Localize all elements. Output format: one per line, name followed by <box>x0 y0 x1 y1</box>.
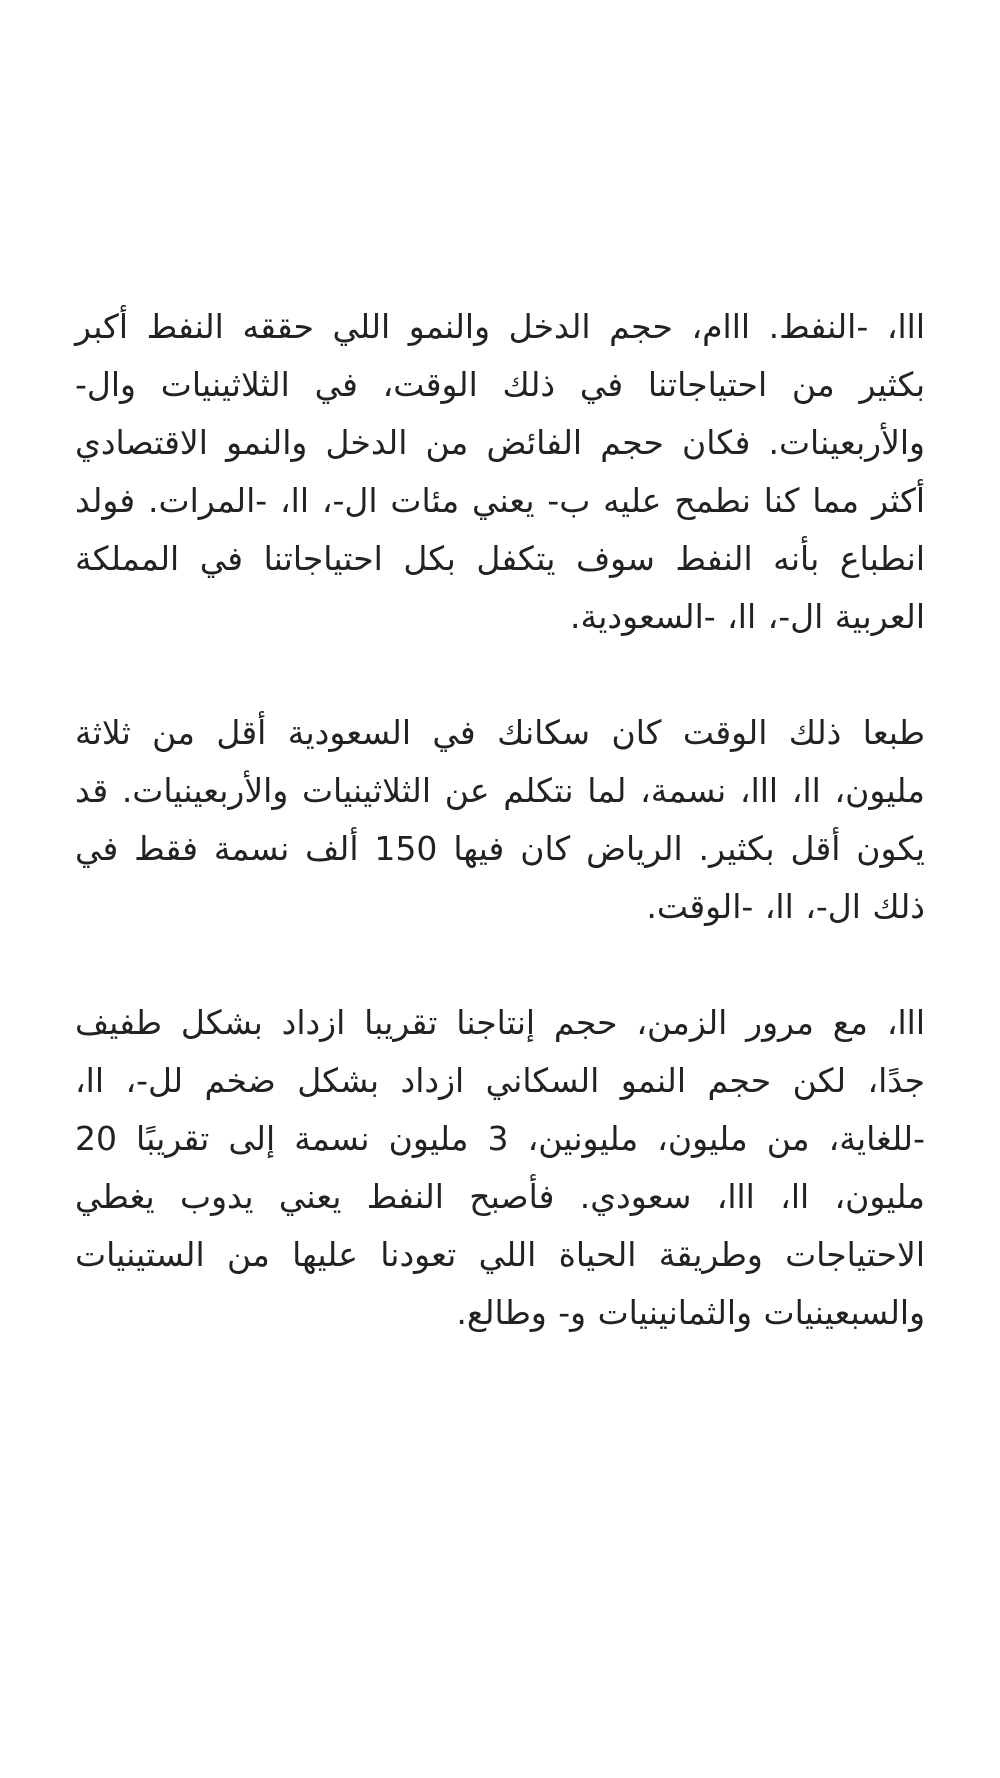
transcript-document <box>75 298 925 1400</box>
paragraph-population: طبعا ذلك الوقت كان سكانك في السعودية أقل من ثلاثة مليون، اا، ااا، نسمة، لما نتكلم عن الثلاثينيات والأربعينيات. قد يكون أقل بكثير. الرياض كان فيها 150 ألف نسمة فقط في ذلك ال-، اا، -الوقت. <box>75 713 925 926</box>
paragraph-production-growth: ااا، مع مرور الزمن، حجم إنتاجنا تقريبا ازداد بشكل طفيف جدًا، لكن حجم النمو السكاني ازداد بشكل ضخم لل-، اا، -للغاية، من مليون، مليونين، 3 مليون نسمة إلى تقريبًا 20 مليون، اا، ااا، سعودي. فأصبح النفط يعني يدوب يغطي الاحتياجات وطريقة الحياة اللي تعودنا عليها من الستينيات والسبعينيات والثمانينيات و- وطالع. <box>75 1003 925 1332</box>
paragraph-oil-income: ااا، -النفط. ااام، حجم الدخل والنمو اللي حققه النفط أكبر بكثير من احتياجاتنا في ذلك الوقت، في الثلاثينيات وال- والأربعينات. فكان حجم الفائض من الدخل والنمو الاقتصادي أكثر مما كنا نطمح عليه ب- يعني مئات ال-، اا، -المرات. فولد انطباع بأنه النفط سوف يتكفل بكل احتياجاتنا في المملكة العربية ال-، اا، -السعودية. <box>75 307 925 636</box>
